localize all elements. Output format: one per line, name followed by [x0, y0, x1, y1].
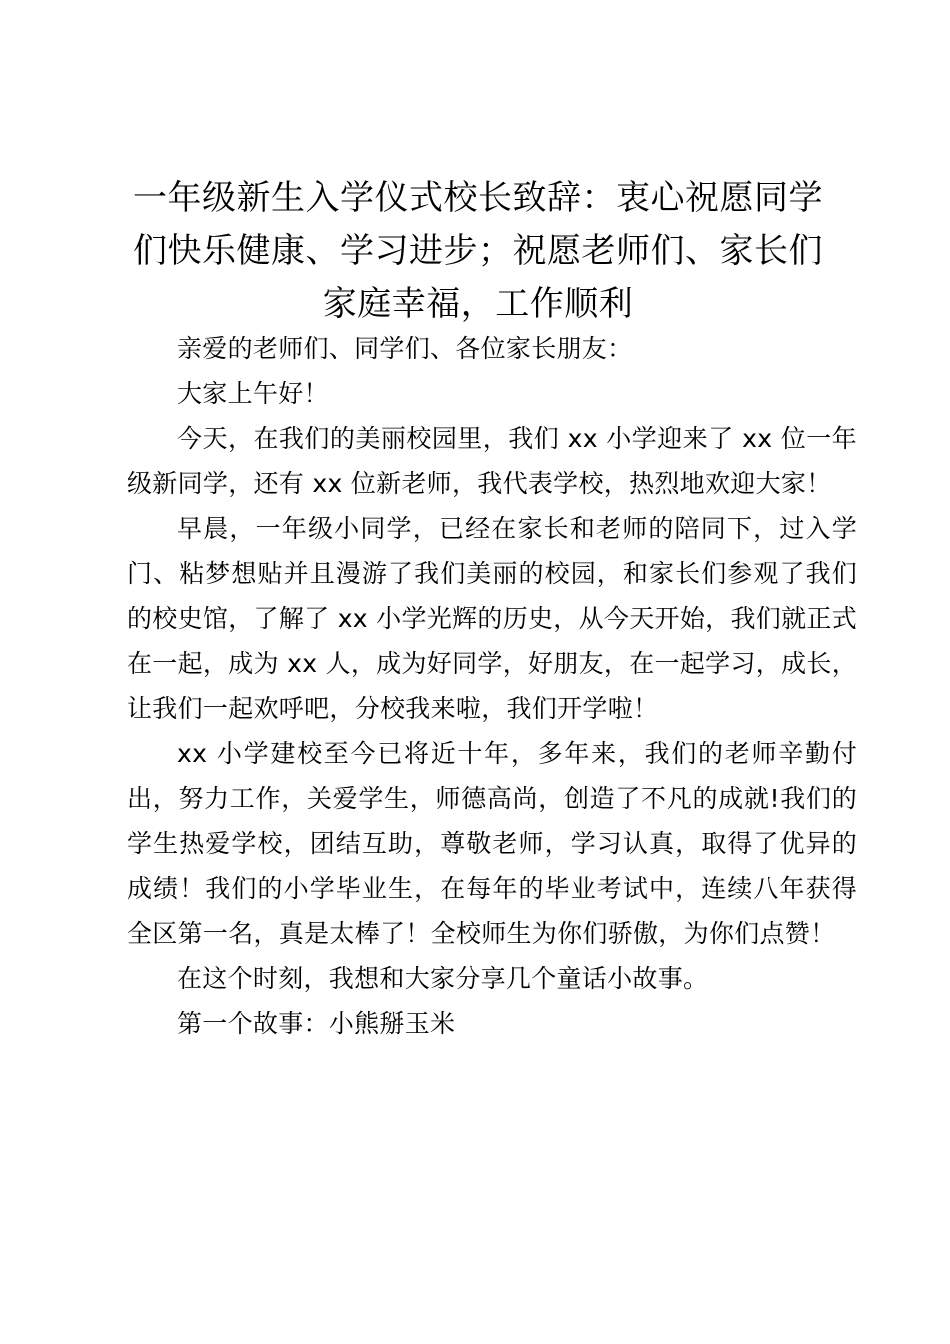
morning-paragraph: 早晨，一年级小同学，已经在家长和老师的陪同下，过入学门、粘梦想贴并且漫游了我们美丽的校园，和家长们参观了我们的校史馆，了解了 xx 小学光辉的历史，从今天开始，我们就正式在一起，成为 xx 人，成为好同学，好朋友，在一起学习，成长，让我们一起欢呼吧，分校我来啦，我们开学啦！ [127, 514, 857, 723]
document-body [127, 326, 857, 1046]
document-title: 一年级新生入学仪式校长致辞：衷心祝愿同学们快乐健康、学习进步；祝愿老师们、家长们家庭幸福，工作顺利 [133, 178, 823, 324]
salutation-paragraph: 大家上午好！ [177, 379, 329, 408]
greeting-paragraph: 亲爱的老师们、同学们、各位家长朋友： [177, 334, 633, 363]
story-intro-paragraph: 在这个时刻，我想和大家分享几个童话小故事。 [177, 964, 709, 993]
welcome-paragraph: 今天，在我们的美丽校园里，我们 xx 小学迎来了 xx 位一年级新同学，还有 xx 位新老师，我代表学校，热烈地欢迎大家！ [127, 424, 857, 498]
history-paragraph: xx 小学建校至今已将近十年，多年来，我们的老师辛勤付出，努力工作，关爱学生，师德高尚，创造了不凡的成就!我们的学生热爱学校，团结互助，尊敬老师，学习认真，取得了优异的成绩！我们的小学毕业生，在每年的毕业考试中，连续八年获得全区第一名，真是太棒了！全校师生为你们骄傲，为你们点赞！ [127, 739, 857, 948]
first-story-heading: 第一个故事：小熊掰玉米 [177, 1009, 456, 1038]
